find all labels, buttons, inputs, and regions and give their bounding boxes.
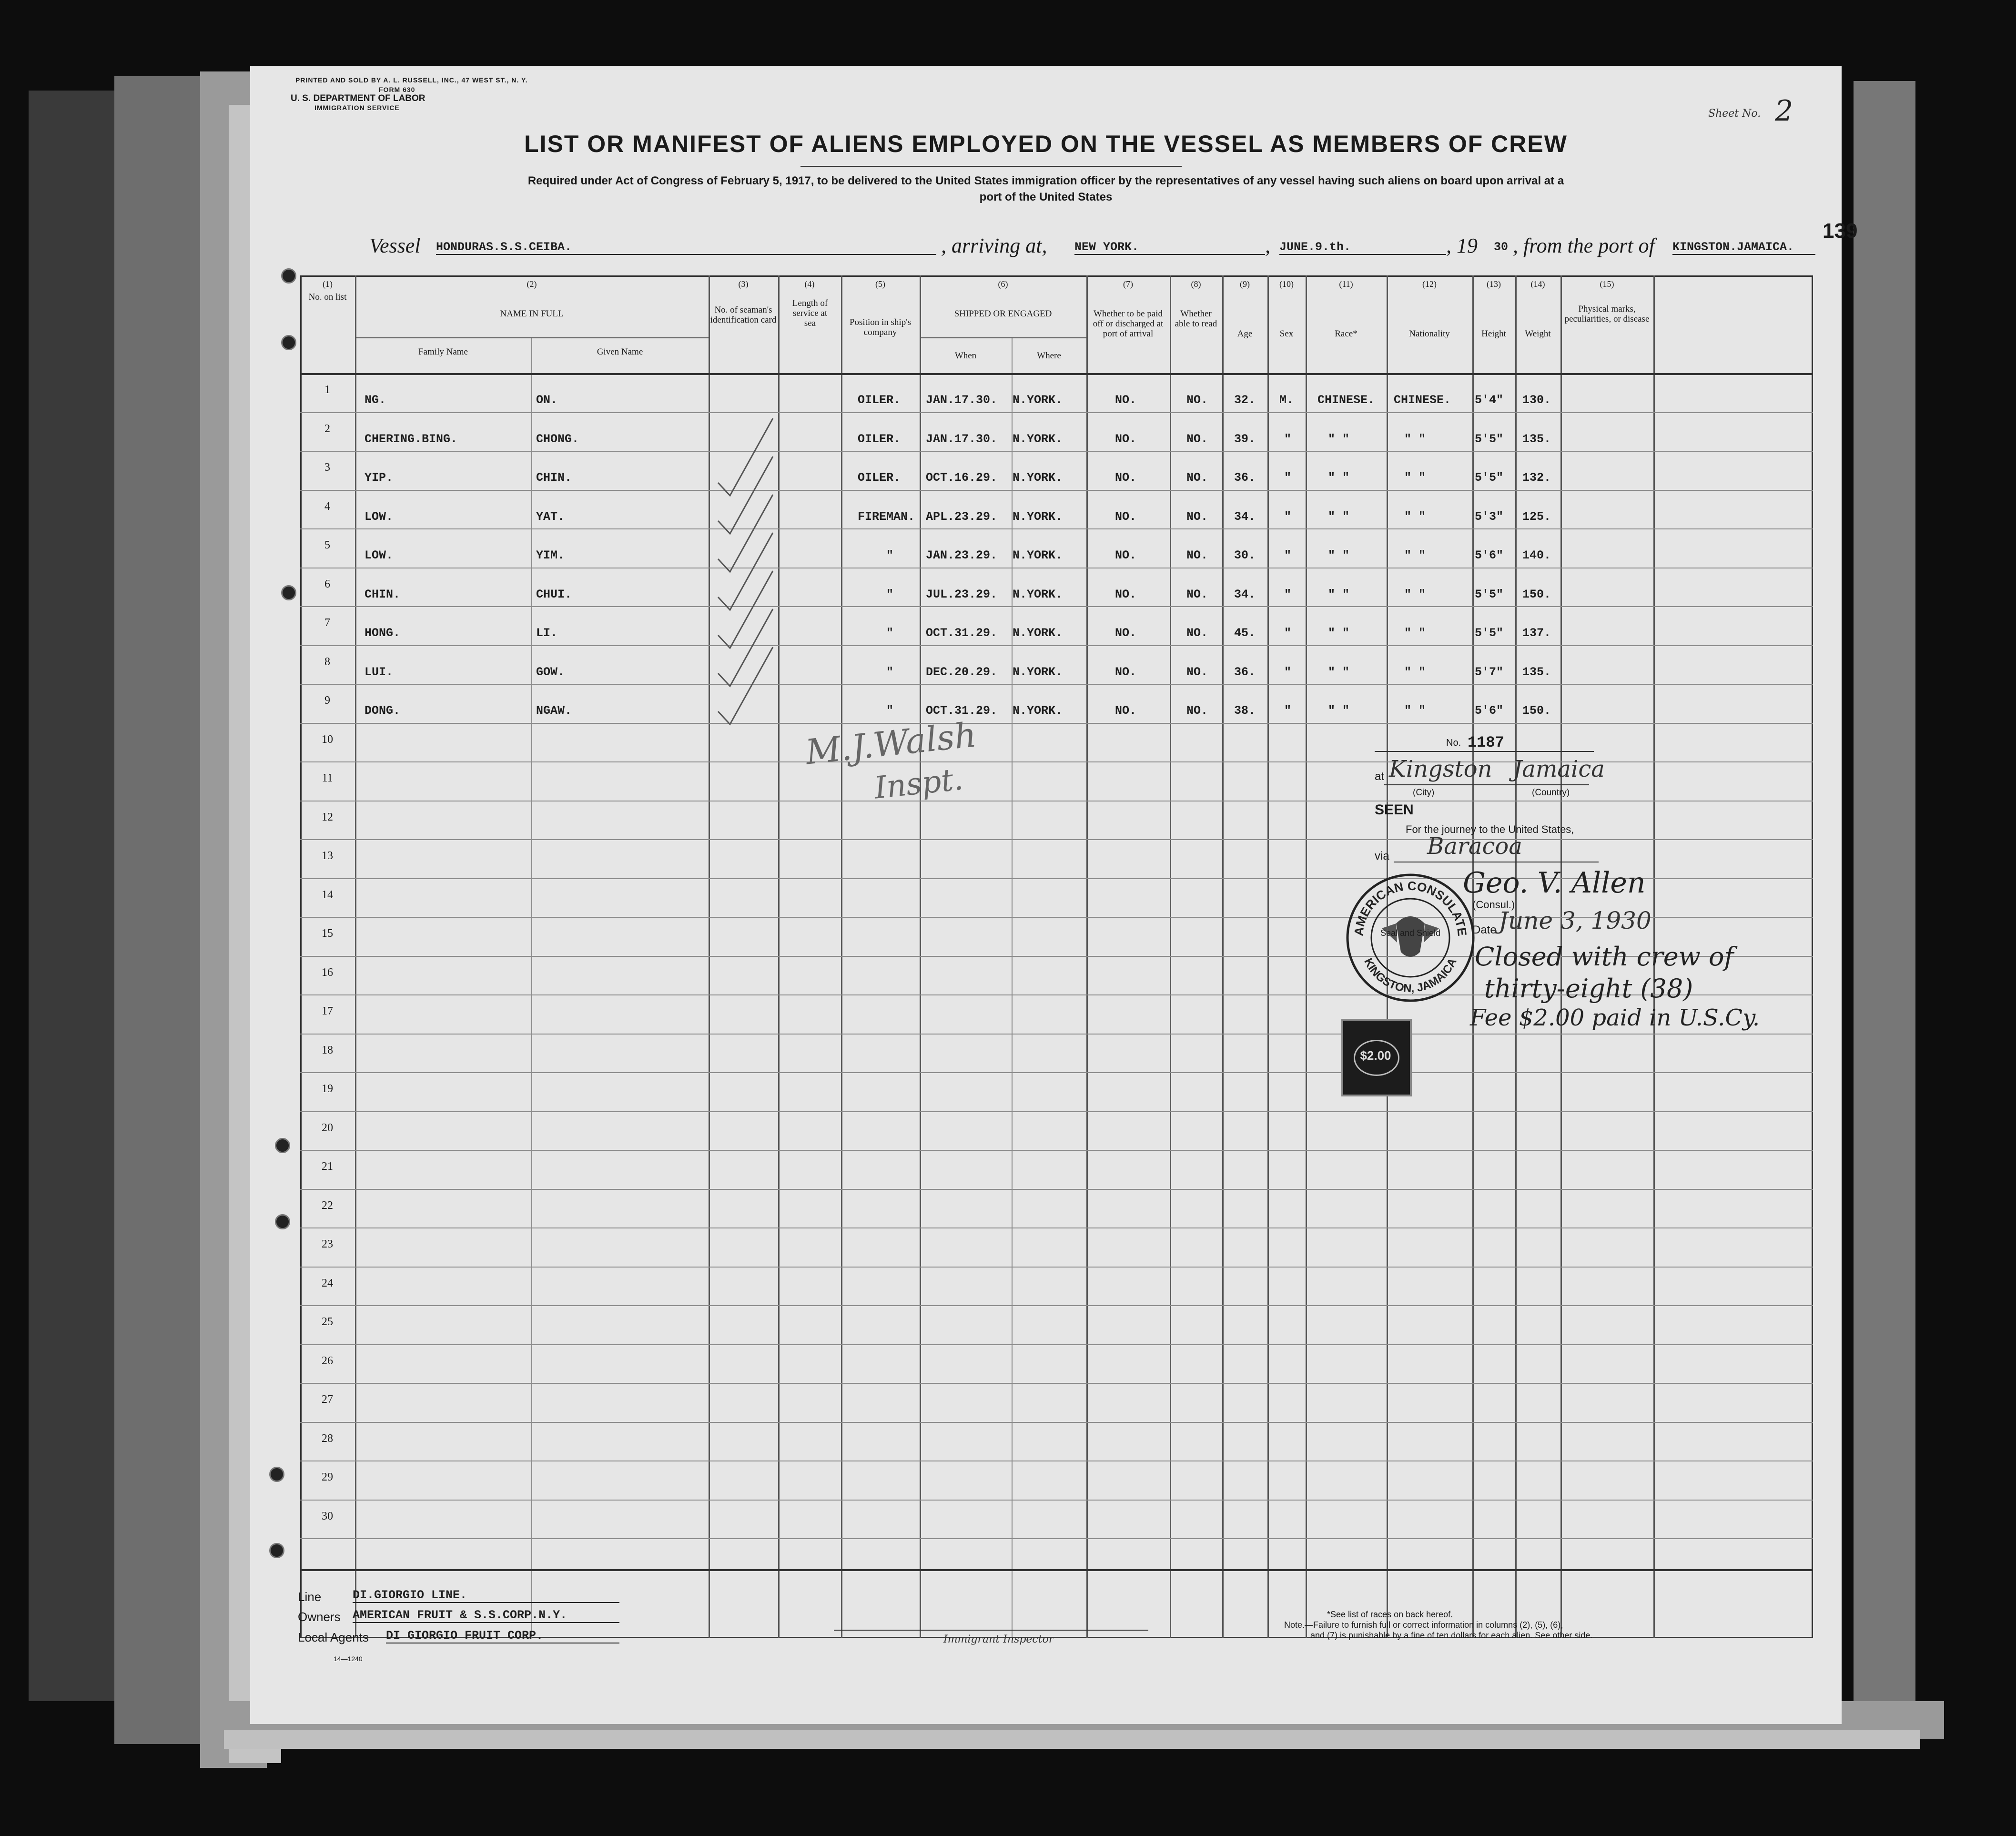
fee-note: Fee $2.00 paid in U.S.Cy. bbox=[1470, 1004, 1760, 1031]
row-rule bbox=[300, 1344, 1813, 1345]
col-header-paid-off: Whether to be paid off or discharged at port of arrival bbox=[1093, 309, 1164, 339]
col-line bbox=[920, 275, 921, 1638]
row-rule bbox=[300, 839, 1813, 840]
cell-weight: 125. bbox=[1522, 509, 1551, 524]
closed-note-1: Closed with crew of bbox=[1475, 942, 1734, 972]
col-header-nationality: Nationality bbox=[1409, 329, 1450, 339]
vessel-label: Vessel bbox=[369, 234, 421, 257]
col-header-height: Height bbox=[1481, 329, 1506, 339]
cell-position: " bbox=[886, 626, 894, 640]
cell-age: 34. bbox=[1234, 509, 1256, 524]
cell-given: YAT. bbox=[536, 509, 565, 524]
row-number: 3 bbox=[324, 461, 330, 474]
year-value: 30 bbox=[1494, 240, 1509, 254]
cell-age: 34. bbox=[1234, 587, 1256, 601]
row-rule bbox=[300, 412, 1813, 413]
cell-given: CHONG. bbox=[536, 432, 579, 446]
cell-family: YIP. bbox=[365, 471, 394, 485]
cell-age: 36. bbox=[1234, 665, 1256, 679]
revenue-stamp-value: $2.00 bbox=[1360, 1048, 1391, 1063]
row-rule bbox=[300, 528, 1813, 529]
cell-position: " bbox=[886, 548, 894, 562]
row-rule bbox=[300, 1500, 1813, 1501]
cell-weight: 137. bbox=[1522, 626, 1551, 640]
consular-country: Jamaica bbox=[1513, 756, 1605, 782]
row-number: 19 bbox=[322, 1083, 333, 1095]
row-number: 28 bbox=[322, 1432, 333, 1445]
col-line bbox=[1012, 337, 1013, 1638]
col-number: (10) bbox=[1279, 279, 1294, 289]
cell-read: NO. bbox=[1186, 471, 1208, 485]
department-name: U. S. DEPARTMENT OF LABOR bbox=[291, 93, 425, 103]
col-header-physical-marks: Physical marks, peculiarities, or disease bbox=[1564, 304, 1650, 324]
seal-top-text: AMERICAN CONSULATE bbox=[1351, 878, 1470, 937]
cell-height: 5'6" bbox=[1475, 548, 1504, 562]
cell-race: " " bbox=[1328, 626, 1350, 640]
row-number: 26 bbox=[322, 1354, 333, 1367]
binder-hole bbox=[281, 268, 296, 284]
journey-text: For the journey to the United States, bbox=[1406, 823, 1574, 835]
fine-note-2: and (7) is punishable by a fine of ten dollars for each alien. See other side. bbox=[1310, 1631, 1593, 1640]
col-header-race: Race* bbox=[1335, 329, 1358, 339]
cell-age: 36. bbox=[1234, 471, 1256, 485]
row-number: 23 bbox=[322, 1238, 333, 1250]
col-header-no: No. on list bbox=[308, 292, 347, 302]
seen-label: SEEN bbox=[1375, 802, 1414, 818]
col-line bbox=[531, 337, 532, 1638]
row-rule bbox=[300, 684, 1813, 685]
form-code: 14—1240 bbox=[334, 1655, 363, 1663]
cell-given: GOW. bbox=[536, 665, 565, 679]
row-number: 13 bbox=[322, 850, 333, 862]
row-rule bbox=[300, 1150, 1813, 1151]
cell-race: " " bbox=[1328, 548, 1350, 562]
cell-family: NG. bbox=[365, 393, 386, 407]
col-header-age: Age bbox=[1237, 329, 1253, 339]
cell-where: N.YORK. bbox=[1013, 587, 1063, 601]
col-header-shipped: SHIPPED OR ENGAGED bbox=[954, 309, 1052, 319]
via-label: via bbox=[1375, 850, 1389, 862]
row-rule bbox=[300, 1189, 1813, 1190]
stamp-rule bbox=[1384, 784, 1589, 785]
row-number: 9 bbox=[324, 694, 330, 707]
title-rule bbox=[800, 166, 1182, 167]
agents-value: DI GIORGIO FRUIT CORP. bbox=[386, 1629, 619, 1643]
page-title: LIST OR MANIFEST OF ALIENS EMPLOYED ON THE VESSEL AS MEMBERS OF CREW bbox=[524, 131, 1568, 157]
col-line bbox=[1170, 275, 1171, 1638]
row-number: 6 bbox=[324, 578, 330, 590]
cell-nationality: " " bbox=[1404, 665, 1426, 679]
row-number: 29 bbox=[322, 1471, 333, 1483]
cell-age: 45. bbox=[1234, 626, 1256, 640]
cell-sex: " bbox=[1284, 704, 1292, 718]
row-rule bbox=[300, 723, 1813, 724]
cell-sex: " bbox=[1284, 548, 1292, 562]
cell-family: LOW. bbox=[365, 548, 394, 562]
col-header-service: Length of service at sea bbox=[792, 298, 828, 328]
col-number: (2) bbox=[527, 279, 537, 289]
city-caption: (City) bbox=[1413, 788, 1435, 798]
row-rule bbox=[300, 490, 1813, 491]
row-number: 30 bbox=[322, 1510, 333, 1522]
row-number: 14 bbox=[322, 888, 333, 901]
col-number: (7) bbox=[1123, 279, 1133, 289]
cell-family: LOW. bbox=[365, 509, 394, 524]
row-number: 8 bbox=[324, 655, 330, 668]
cell-when: JAN.23.29. bbox=[926, 548, 998, 562]
cell-nationality: " " bbox=[1404, 587, 1426, 601]
cell-position: " bbox=[886, 587, 894, 601]
cell-read: NO. bbox=[1186, 548, 1208, 562]
row-rule bbox=[300, 1422, 1813, 1423]
row-rule bbox=[300, 1538, 1813, 1539]
subtitle-line-1: Required under Act of Congress of February 5, 1917, to be delivered to the United States immigration officer by the representatives of any vessel having such aliens on board upon arrival at a bbox=[527, 174, 1564, 187]
cell-read: NO. bbox=[1186, 432, 1208, 446]
cell-read: NO. bbox=[1186, 626, 1208, 640]
cell-weight: 135. bbox=[1522, 432, 1551, 446]
cell-sex: " bbox=[1284, 587, 1292, 601]
cell-given: YIM. bbox=[536, 548, 565, 562]
row-number: 25 bbox=[322, 1316, 333, 1328]
row-rule bbox=[300, 1305, 1813, 1306]
cell-age: 38. bbox=[1234, 704, 1256, 718]
row-number: 17 bbox=[322, 1005, 333, 1017]
row-number: 7 bbox=[324, 617, 330, 629]
col-number: (3) bbox=[738, 279, 749, 289]
fine-note-1: Note.—Failure to furnish full or correct information in columns (2), (5), (6), bbox=[1284, 1620, 1563, 1630]
cell-read: NO. bbox=[1186, 393, 1208, 407]
col-header-sex: Sex bbox=[1279, 329, 1294, 339]
cell-nationality: " " bbox=[1404, 432, 1426, 446]
cell-age: 32. bbox=[1234, 393, 1256, 407]
binder-hole bbox=[269, 1543, 284, 1558]
closed-note-2: thirty-eight (38) bbox=[1484, 974, 1693, 1004]
row-rule bbox=[300, 1034, 1813, 1035]
row-rule bbox=[300, 1383, 1813, 1384]
page-number: 139 bbox=[1823, 219, 1858, 243]
cell-family: DONG. bbox=[365, 704, 401, 718]
form-number: FORM 630 bbox=[379, 86, 415, 93]
consul-caption: (Consul.) bbox=[1472, 899, 1515, 911]
cell-age: 39. bbox=[1234, 432, 1256, 446]
departure-port: KINGSTON.JAMAICA. bbox=[1672, 240, 1815, 255]
cell-paid: NO. bbox=[1115, 509, 1137, 524]
cell-position: OILER. bbox=[858, 432, 901, 446]
country-caption: (Country) bbox=[1532, 788, 1570, 798]
cell-nationality: " " bbox=[1404, 704, 1426, 718]
cell-position: " bbox=[886, 704, 894, 718]
col-header-id-card: No. of seaman's identification card bbox=[710, 305, 777, 325]
col-number: (5) bbox=[875, 279, 885, 289]
cell-given: NGAW. bbox=[536, 704, 572, 718]
row-number: 12 bbox=[322, 811, 333, 823]
seal-bottom-text: KINGSTON, JAMAICA bbox=[1361, 956, 1459, 995]
cell-where: N.YORK. bbox=[1013, 432, 1063, 446]
consular-number: 1187 bbox=[1468, 734, 1504, 751]
cell-paid: NO. bbox=[1115, 432, 1137, 446]
line-value: DI.GIORGIO LINE. bbox=[353, 1588, 619, 1603]
cell-given: CHIN. bbox=[536, 471, 572, 485]
cell-paid: NO. bbox=[1115, 626, 1137, 640]
col-header-when: When bbox=[954, 351, 977, 361]
col-header-read: Whether able to read bbox=[1175, 309, 1217, 329]
arriving-port: NEW YORK. bbox=[1074, 240, 1265, 255]
via-value: Baracoa bbox=[1427, 833, 1522, 860]
cell-nationality: " " bbox=[1404, 471, 1426, 485]
cell-height: 5'5" bbox=[1475, 626, 1504, 640]
cell-weight: 135. bbox=[1522, 665, 1551, 679]
cell-given: ON. bbox=[536, 393, 558, 407]
arriving-label: , arriving at, bbox=[941, 234, 1047, 257]
cell-weight: 130. bbox=[1522, 393, 1551, 407]
sheet-edge bbox=[224, 1730, 1920, 1749]
manifest-page bbox=[250, 66, 1858, 1724]
stamp-rule bbox=[1375, 751, 1594, 752]
col-number: (14) bbox=[1530, 279, 1545, 289]
col-header-where: Where bbox=[1037, 351, 1061, 361]
cell-sex: " bbox=[1284, 509, 1292, 524]
cell-race: " " bbox=[1328, 509, 1350, 524]
binder-hole bbox=[275, 1214, 290, 1229]
row-number: 22 bbox=[322, 1199, 333, 1212]
binder-hole bbox=[275, 1138, 290, 1153]
row-number: 10 bbox=[322, 733, 333, 746]
cell-race: " " bbox=[1328, 587, 1350, 601]
cell-paid: NO. bbox=[1115, 665, 1137, 679]
cell-family: CHIN. bbox=[365, 587, 401, 601]
at-label: at bbox=[1375, 770, 1385, 783]
row-number: 24 bbox=[322, 1277, 333, 1289]
col-line bbox=[1306, 275, 1307, 1638]
subtitle-line-2: port of the United States bbox=[979, 191, 1113, 203]
cell-race: CHINESE. bbox=[1317, 393, 1375, 407]
col-number: (8) bbox=[1191, 279, 1201, 289]
cell-height: 5'7" bbox=[1475, 665, 1504, 679]
cell-position: FIREMAN. bbox=[858, 509, 915, 524]
cell-height: 5'5" bbox=[1475, 471, 1504, 485]
row-rule bbox=[300, 1072, 1813, 1073]
cell-when: JUL.23.29. bbox=[926, 587, 998, 601]
row-rule bbox=[300, 1111, 1813, 1112]
cell-when: APL.23.29. bbox=[926, 509, 998, 524]
arrival-date: JUNE.9.th. bbox=[1279, 240, 1446, 255]
cell-family: HONG. bbox=[365, 626, 401, 640]
cell-where: N.YORK. bbox=[1013, 509, 1063, 524]
cell-height: 5'4" bbox=[1475, 393, 1504, 407]
vessel-name: HONDURAS.S.S.CEIBA. bbox=[436, 240, 936, 255]
seal-center-text: Seal and Shield bbox=[1380, 928, 1441, 938]
cell-nationality: " " bbox=[1404, 626, 1426, 640]
cell-race: " " bbox=[1328, 471, 1350, 485]
cell-where: N.YORK. bbox=[1013, 665, 1063, 679]
row-number: 11 bbox=[322, 772, 333, 784]
cell-where: N.YORK. bbox=[1013, 471, 1063, 485]
col-number: (15) bbox=[1600, 279, 1614, 289]
date-label: Date bbox=[1472, 923, 1497, 936]
cell-paid: NO. bbox=[1115, 587, 1137, 601]
cell-weight: 150. bbox=[1522, 704, 1551, 718]
cell-when: JAN.17.30. bbox=[926, 393, 998, 407]
cell-read: NO. bbox=[1186, 509, 1208, 524]
cell-weight: 150. bbox=[1522, 587, 1551, 601]
cell-read: NO. bbox=[1186, 704, 1208, 718]
check-marks bbox=[709, 371, 785, 761]
row-number: 1 bbox=[324, 384, 330, 396]
cell-when: OCT.31.29. bbox=[926, 626, 998, 640]
sheet-label: Sheet No. bbox=[1708, 108, 1761, 120]
cell-sex: " bbox=[1284, 471, 1292, 485]
col-line bbox=[1086, 275, 1088, 1638]
cell-given: CHUI. bbox=[536, 587, 572, 601]
cell-read: NO. bbox=[1186, 665, 1208, 679]
cell-position: " bbox=[886, 665, 894, 679]
header-bottom-rule bbox=[300, 373, 1813, 375]
col-line bbox=[355, 275, 356, 1638]
races-note: *See list of races on back hereof. bbox=[1327, 1610, 1453, 1619]
col-number: (11) bbox=[1339, 279, 1353, 289]
cell-race: " " bbox=[1328, 704, 1350, 718]
row-rule bbox=[300, 1227, 1813, 1228]
col-number: (9) bbox=[1240, 279, 1250, 289]
inspector-title: Inspt. bbox=[872, 761, 965, 806]
cell-height: 5'5" bbox=[1475, 587, 1504, 601]
cell-when: DEC.20.29. bbox=[926, 665, 998, 679]
col-number: (12) bbox=[1422, 279, 1437, 289]
col-header-weight: Weight bbox=[1525, 329, 1551, 339]
cell-family: LUI. bbox=[365, 665, 394, 679]
printer-imprint: PRINTED AND SOLD BY A. L. RUSSELL, INC., 47 WEST ST., N. Y. bbox=[295, 76, 528, 84]
cell-position: OILER. bbox=[858, 393, 901, 407]
binder-hole bbox=[281, 585, 296, 600]
binder-hole bbox=[281, 335, 296, 350]
col-number: (13) bbox=[1487, 279, 1501, 289]
sheet-number: 2 bbox=[1775, 94, 1793, 128]
cell-when: OCT.31.29. bbox=[926, 704, 998, 718]
col-line bbox=[841, 275, 842, 1638]
row-number: 5 bbox=[324, 539, 330, 551]
agents-label: Local Agents bbox=[298, 1630, 369, 1644]
cell-sex: " bbox=[1284, 626, 1292, 640]
line-label: Line bbox=[298, 1590, 322, 1604]
cell-age: 30. bbox=[1234, 548, 1256, 562]
inspector-caption: Immigrant Inspector bbox=[943, 1633, 1054, 1645]
comma: , bbox=[1265, 234, 1270, 257]
consular-date: June 3, 1930 bbox=[1499, 907, 1651, 934]
col-line bbox=[1267, 275, 1269, 1638]
row-number: 15 bbox=[322, 927, 333, 940]
row-number: 20 bbox=[322, 1121, 333, 1134]
cell-where: N.YORK. bbox=[1013, 393, 1063, 407]
row-number: 18 bbox=[322, 1044, 333, 1056]
row-number: 4 bbox=[324, 500, 330, 513]
cell-paid: NO. bbox=[1115, 704, 1137, 718]
revenue-stamp bbox=[1341, 1019, 1412, 1096]
signature-line bbox=[834, 1630, 1148, 1631]
col-header-family: Family Name bbox=[418, 347, 468, 357]
cell-where: N.YORK. bbox=[1013, 626, 1063, 640]
col-number: (6) bbox=[998, 279, 1008, 289]
cell-paid: NO. bbox=[1115, 393, 1137, 407]
col-header-position: Position in ship's company bbox=[849, 317, 912, 337]
cell-height: 5'6" bbox=[1475, 704, 1504, 718]
cell-paid: NO. bbox=[1115, 471, 1137, 485]
cell-where: N.YORK. bbox=[1013, 704, 1063, 718]
row-rule bbox=[300, 645, 1813, 646]
row-rule bbox=[300, 606, 1813, 607]
row-number: 2 bbox=[324, 422, 330, 435]
col-line bbox=[1222, 275, 1224, 1638]
cell-when: JAN.17.30. bbox=[926, 432, 998, 446]
service-name: IMMIGRATION SERVICE bbox=[314, 104, 400, 112]
cell-sex: " bbox=[1284, 432, 1292, 446]
consular-number-label: No. bbox=[1446, 738, 1461, 748]
owners-label: Owners bbox=[298, 1610, 341, 1624]
col-number: (4) bbox=[804, 279, 815, 289]
cell-weight: 140. bbox=[1522, 548, 1551, 562]
cell-where: N.YORK. bbox=[1013, 548, 1063, 562]
cell-sex: " bbox=[1284, 665, 1292, 679]
cell-height: 5'5" bbox=[1475, 432, 1504, 446]
col-header-given: Given Name bbox=[597, 347, 643, 357]
cell-nationality: " " bbox=[1404, 509, 1426, 524]
sheet-edge bbox=[1854, 81, 1915, 1725]
cell-weight: 132. bbox=[1522, 471, 1551, 485]
inspector-signature: M.J.Walsh bbox=[803, 714, 979, 772]
cell-nationality: " " bbox=[1404, 548, 1426, 562]
cell-nationality: CHINESE. bbox=[1394, 393, 1451, 407]
owners-value: AMERICAN FRUIT & S.S.CORP.N.Y. bbox=[353, 1608, 619, 1623]
col-header-name: NAME IN FULL bbox=[500, 309, 564, 319]
cell-sex: M. bbox=[1279, 393, 1294, 407]
row-number: 27 bbox=[322, 1393, 333, 1406]
row-number: 21 bbox=[322, 1160, 333, 1173]
binder-hole bbox=[269, 1467, 284, 1482]
cell-read: NO. bbox=[1186, 587, 1208, 601]
consul-signature: Geo. V. Allen bbox=[1463, 866, 1646, 900]
consular-city: Kingston bbox=[1389, 756, 1492, 782]
year-prefix: , 19 bbox=[1446, 234, 1478, 257]
row-rule bbox=[300, 1267, 1813, 1268]
cell-family: CHERING.BING. bbox=[365, 432, 458, 446]
cell-paid: NO. bbox=[1115, 548, 1137, 562]
cell-when: OCT.16.29. bbox=[926, 471, 998, 485]
footer-top-rule bbox=[300, 1569, 1813, 1571]
row-rule bbox=[300, 451, 1813, 452]
col-number: (1) bbox=[323, 279, 333, 289]
cell-race: " " bbox=[1328, 665, 1350, 679]
row-number: 16 bbox=[322, 966, 333, 979]
cell-height: 5'3" bbox=[1475, 509, 1504, 524]
cell-given: LI. bbox=[536, 626, 558, 640]
from-label: , from the port of bbox=[1513, 234, 1655, 257]
cell-position: OILER. bbox=[858, 471, 901, 485]
cell-race: " " bbox=[1328, 432, 1350, 446]
name-subheader-rule bbox=[355, 337, 709, 338]
shipped-subheader-rule bbox=[920, 337, 1086, 338]
